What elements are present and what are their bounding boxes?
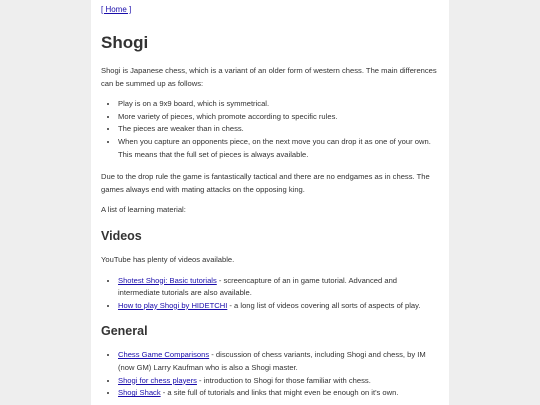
item-description: - a long list of videos covering all sorts of aspects of play.: [227, 300, 421, 310]
list-item: • More variety of pieces, which promote according to specific rules.: [118, 111, 439, 124]
shotest-shogi-link[interactable]: Shotest Shogi: Basic tutorials: [118, 275, 217, 285]
home-link[interactable]: [ Home ]: [101, 5, 132, 14]
shogi-shack-link[interactable]: Shogi Shack: [118, 388, 161, 398]
list-item: [118, 387, 439, 400]
page-title: Shogi: [101, 33, 149, 52]
list-item: • Play is on a 9x9 board, which is symmetrical.: [118, 98, 439, 111]
list-item: [118, 375, 439, 388]
hidetchi-link[interactable]: How to play Shogi by HIDETCHI: [118, 300, 228, 310]
list-item: [118, 275, 439, 300]
list-item: • The pieces are weaker than in chess.: [118, 123, 439, 136]
item-description: - screencapture of an in game tutorial. Advanced and intermediate tutorials are also available.: [118, 275, 398, 298]
intro-paragraph: Shogi is Japanese chess, which is a variant of an older form of western chess. The main differences can be summed up as follows:: [101, 66, 437, 88]
list-item: • When you capture an opponents piece, on the next move you can drop it as one of your own. This means that the full set of pieces is always available.: [118, 136, 439, 161]
videos-heading: Videos: [101, 228, 142, 243]
item-description: - discussion of chess variants, including Shogi and chess, by IM (now GM) Larry Kaufman who is also a Shogi master.: [118, 350, 426, 372]
videos-list: [101, 275, 439, 313]
drop-rule-paragraph: Due to the drop rule the game is fantastically tactical and there are no endgames as in chess. The games always end with mating attacks on the opposing king.: [101, 172, 430, 194]
chess-game-comparisons-link[interactable]: Chess Game Comparisons: [118, 350, 210, 360]
list-item: [118, 349, 439, 374]
shogi-for-chess-players-link[interactable]: Shogi for chess players: [118, 375, 197, 385]
item-description: - a site full of tutorials and links that might even be enough on it's own.: [160, 388, 399, 398]
general-list: [101, 349, 439, 399]
general-heading: General: [101, 324, 148, 339]
item-description: - introduction to Shogi for those familiar with chess.: [196, 375, 371, 385]
top-nav: [101, 5, 439, 15]
learning-intro: A list of learning material:: [101, 205, 186, 215]
videos-intro: YouTube has plenty of videos available.: [101, 254, 235, 264]
differences-list: [101, 98, 439, 161]
page-content: [91, 0, 449, 405]
list-item: [118, 300, 439, 313]
